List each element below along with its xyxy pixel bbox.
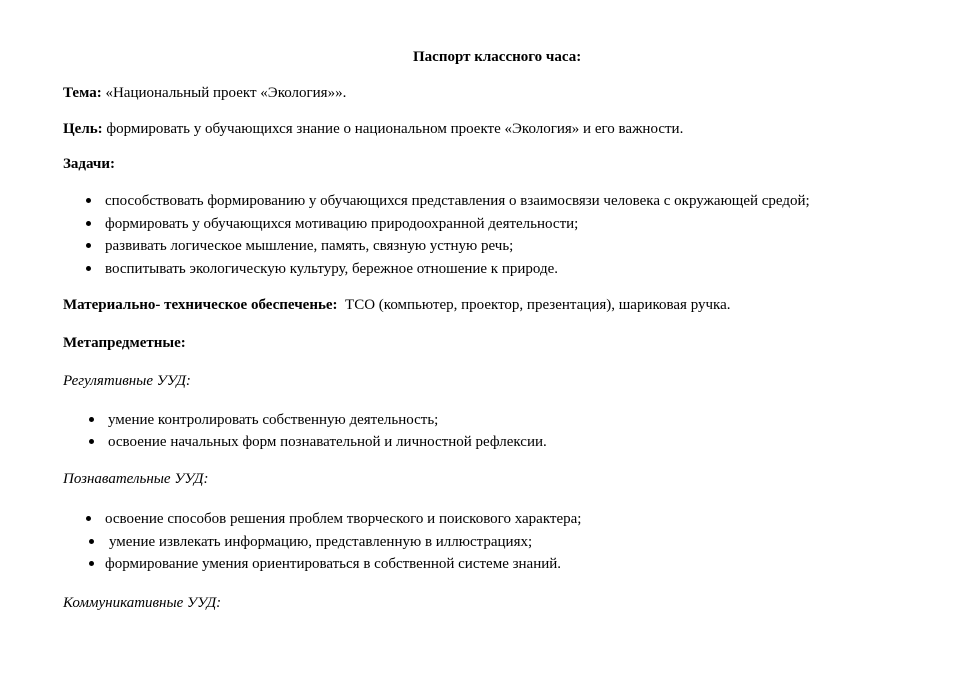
list-item-text: умение контролировать собственную деятельность;	[108, 412, 439, 428]
bullet-icon	[86, 243, 91, 248]
metasubject-heading: Метапредметные:	[63, 335, 186, 351]
list-item-text: воспитывать экологическую культуру, бережное отношение к природе.	[105, 261, 559, 277]
list-item-text: формировать у обучающихся мотивацию природоохранной деятельности;	[105, 216, 579, 232]
tasks-heading: Задачи:	[63, 156, 116, 172]
equipment-line	[63, 296, 731, 314]
list-item-text: формирование умения ориентироваться в собственной системе знаний.	[105, 556, 562, 572]
bullet-icon	[86, 198, 91, 203]
goal-label: Цель:	[63, 121, 103, 137]
theme-line	[63, 84, 346, 102]
bullet-icon	[86, 516, 91, 521]
regulative-heading: Регулятивные УУД:	[63, 373, 191, 389]
bullet-icon	[89, 417, 94, 422]
bullet-icon	[89, 539, 94, 544]
list-item-text: освоение способов решения проблем творческого и поискового характера;	[105, 511, 582, 527]
goal-line	[63, 120, 683, 138]
list-item-text: освоение начальных форм познавательной и личностной рефлексии.	[108, 434, 547, 450]
bullet-icon	[86, 221, 91, 226]
theme-label: Тема:	[63, 85, 102, 101]
list-item-text: умение извлекать информацию, представленную в иллюстрациях;	[109, 534, 533, 550]
theme-text: «Национальный проект «Экология»».	[105, 85, 347, 101]
list-item-text: развивать логическое мышление, память, связную устную речь;	[105, 238, 514, 254]
bullet-icon	[86, 266, 91, 271]
equipment-label: Материально- техническое обеспеченье:	[63, 297, 338, 313]
goal-text: формировать у обучающихся знание о национальном проекте «Экология» и его важности.	[106, 121, 684, 137]
list-item-text: способствовать формированию у обучающихся представления о взаимосвязи человека с окружающей средой;	[105, 193, 810, 209]
cognitive-heading: Познавательные УУД:	[63, 471, 209, 487]
document-title: Паспорт классного часа:	[413, 49, 582, 65]
bullet-icon	[89, 561, 94, 566]
equipment-text: ТСО (компьютер, проектор, презентация), шариковая ручка.	[345, 297, 731, 313]
communicative-heading: Коммуникативные УУД:	[63, 595, 222, 611]
bullet-icon	[89, 439, 94, 444]
